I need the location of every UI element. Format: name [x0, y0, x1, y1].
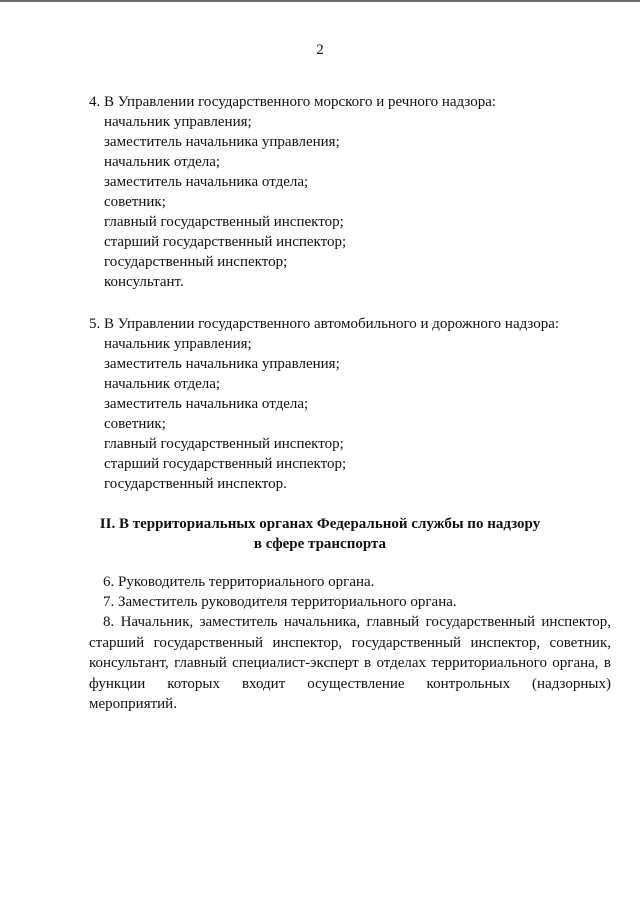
list-item: государственный инспектор; [104, 254, 288, 270]
list-item: начальник отдела; [104, 376, 221, 392]
list-item: старший государственный инспектор; [104, 456, 347, 472]
list-item: начальник управления; [104, 336, 252, 352]
section-4-title: 4. В Управлении государственного морского и речного надзора: [89, 94, 497, 110]
list-item: консультант. [104, 274, 184, 290]
list-item: государственный инспектор. [104, 476, 287, 492]
scan-top-border [0, 0, 640, 2]
list-item: заместитель начальника управления; [104, 356, 340, 372]
list-item: заместитель начальника отдела; [104, 396, 309, 412]
section-heading-line-1: II. В территориальных органах Федеральной службы по надзору [99, 516, 541, 532]
list-item: советник; [104, 194, 166, 210]
list-item: начальник отдела; [104, 154, 221, 170]
list-item: заместитель начальника управления; [104, 134, 340, 150]
page-number: 2 [316, 42, 324, 58]
list-item: старший государственный инспектор; [104, 234, 347, 250]
paragraph-item-6: 6. Руководитель территориального органа. [103, 574, 375, 590]
section-5-title: 5. В Управлении государственного автомобильного и дорожного надзора: [89, 316, 560, 332]
paragraph-item-7: 7. Заместитель руководителя территориального органа. [103, 594, 457, 610]
list-item: советник; [104, 416, 166, 432]
list-item: заместитель начальника отдела; [104, 174, 309, 190]
list-item: главный государственный инспектор; [104, 436, 344, 452]
section-heading-line-2: в сфере транспорта [253, 536, 387, 552]
list-item: начальник управления; [104, 114, 252, 130]
list-item: главный государственный инспектор; [104, 214, 344, 230]
paragraph-item-8: 8. Начальник, заместитель начальника, главный государственный инспектор, старший государственный инспектор, государственный инспектор, советник, консультант, главный специалист-эксперт в отделах территориального органа, в функции которых входит осуществление контрольных (надзорных) мероприятий. [89, 614, 611, 712]
